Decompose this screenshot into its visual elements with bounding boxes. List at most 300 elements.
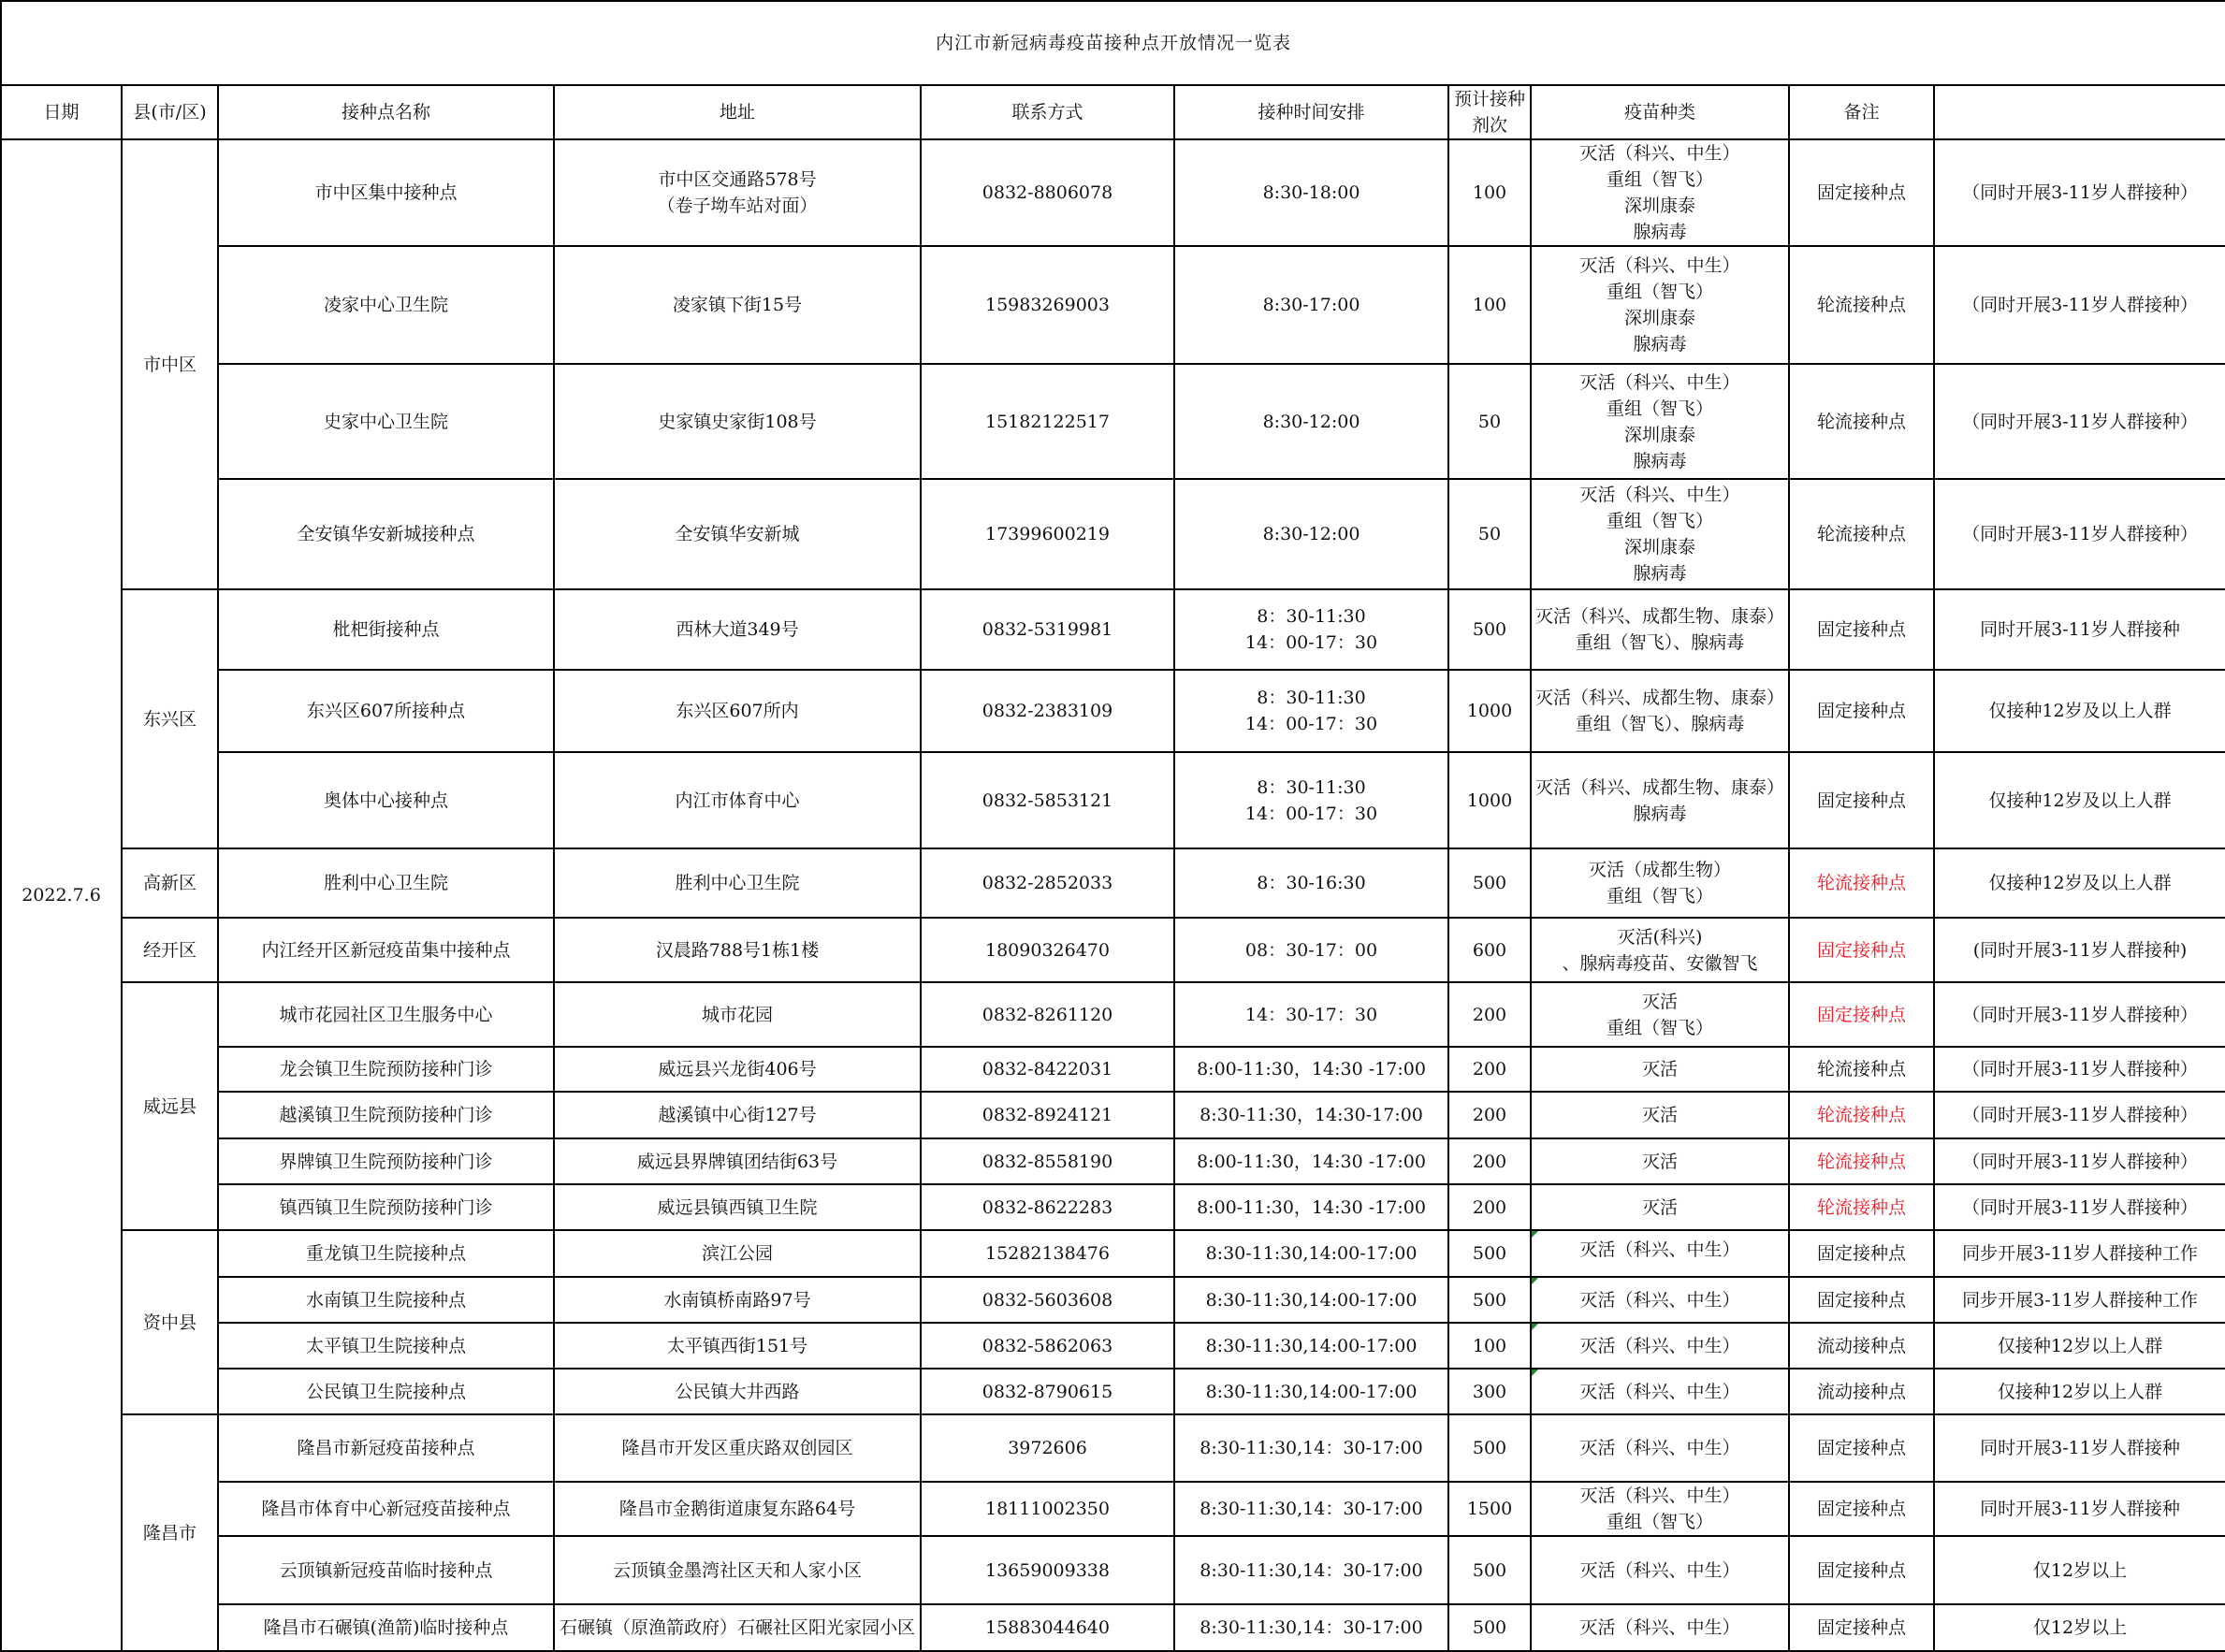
site-name-cell: 镇西镇卫生院预防接种门诊	[218, 1184, 554, 1230]
doses-cell: 1500	[1448, 1482, 1531, 1536]
address-cell	[554, 246, 921, 364]
county-cell: 市中区	[122, 139, 218, 589]
vaccine-cell	[1531, 1369, 1789, 1414]
cell-line: 8:30-12:00	[1262, 411, 1360, 432]
cell-line: 8：30-11:30	[1257, 606, 1366, 627]
contact-cell: 0832-5603608	[921, 1277, 1174, 1323]
cell-line: 14：00-17：30	[1244, 632, 1378, 653]
cell-line: 越溪镇中心街127号	[658, 1105, 817, 1125]
table-row	[1, 1138, 2225, 1184]
contact-cell: 0832-8924121	[921, 1092, 1174, 1138]
address-cell	[554, 670, 921, 752]
doses-cell: 1000	[1448, 752, 1531, 848]
vaccine-cell	[1531, 1047, 1789, 1092]
site-name-cell: 太平镇卫生院接种点	[218, 1323, 554, 1369]
cell-line: 全安镇华安新城	[675, 524, 800, 544]
site-type-cell: 轮流接种点	[1789, 848, 1934, 918]
table-row	[1, 479, 2225, 589]
site-name-cell: 全安镇华安新城接种点	[218, 479, 554, 589]
site-name-cell: 史家中心卫生院	[218, 364, 554, 479]
header-vaccine: 疫苗种类	[1531, 85, 1789, 139]
contact-cell: 15182122517	[921, 364, 1174, 479]
cell-line: 灭活（科兴、成都生物、康泰）	[1535, 606, 1785, 627]
remark-cell: 同步开展3-11岁人群接种工作	[1934, 1277, 2225, 1323]
remark-cell: 同时开展3-11岁人群接种	[1934, 1414, 2225, 1482]
cell-line: 重组（智飞）	[1606, 282, 1713, 302]
table-row	[1, 1536, 2225, 1604]
contact-cell: 15282138476	[921, 1230, 1174, 1277]
cell-line: 腺病毒	[1633, 450, 1687, 471]
remark-cell: （同时开展3-11岁人群接种）	[1934, 246, 2225, 364]
cell-line: 腺病毒	[1633, 803, 1687, 824]
vaccine-cell	[1531, 918, 1789, 982]
county-cell: 资中县	[122, 1230, 218, 1414]
cell-line: 腺病毒	[1633, 222, 1687, 242]
remark-cell: 仅接种12岁及以上人群	[1934, 752, 2225, 848]
schedule-cell	[1174, 848, 1448, 918]
site-type-cell: 流动接种点	[1789, 1323, 1934, 1369]
cell-line: 8:30-11:30,14：30-17:00	[1200, 1617, 1423, 1638]
site-type-cell: 轮流接种点	[1789, 1092, 1934, 1138]
cell-line: 灭活（科兴、中生）	[1579, 1438, 1740, 1458]
schedule-cell	[1174, 1092, 1448, 1138]
remark-cell: (同时开展3-11岁人群接种)	[1934, 918, 2225, 982]
address-cell	[554, 364, 921, 479]
vaccine-cell	[1531, 1604, 1789, 1651]
cell-line: 8：30-11:30	[1257, 688, 1366, 708]
cell-line: 08：30-17：00	[1244, 939, 1378, 961]
schedule-cell	[1174, 670, 1448, 752]
site-name-cell: 隆昌市石碾镇(渔箭)临时接种点	[218, 1604, 554, 1651]
address-cell	[554, 1536, 921, 1604]
doses-cell: 500	[1448, 1536, 1531, 1604]
header-date: 日期	[1, 85, 122, 139]
cell-line: 14：30-17：30	[1244, 1004, 1378, 1025]
schedule-cell	[1174, 1323, 1448, 1369]
schedule-cell	[1174, 752, 1448, 848]
vaccine-cell	[1531, 364, 1789, 479]
cell-line: 灭活（科兴、中生）	[1579, 1289, 1740, 1311]
cell-line: （卷子坳车站对面）	[657, 196, 818, 216]
vaccine-cell	[1531, 752, 1789, 848]
address-cell	[554, 752, 921, 848]
cell-line: 8:30-11:30,14:00-17:00	[1205, 1243, 1418, 1264]
cell-line: 灭活	[1641, 1196, 1678, 1218]
site-name-cell: 城市花园社区卫生服务中心	[218, 982, 554, 1047]
cell-line: 西林大道349号	[676, 619, 799, 640]
contact-cell: 15883044640	[921, 1604, 1174, 1651]
site-name-cell: 越溪镇卫生院预防接种门诊	[218, 1092, 554, 1138]
address-cell	[554, 1369, 921, 1414]
cell-line: 深圳康泰	[1623, 308, 1695, 328]
table-row	[1, 848, 2225, 918]
vaccine-cell	[1531, 1414, 1789, 1482]
table-row	[1, 1092, 2225, 1138]
site-name-cell: 胜利中心卫生院	[218, 848, 554, 918]
county-cell: 威远县	[122, 982, 218, 1230]
cell-line: 重组（智飞）	[1606, 398, 1713, 419]
vaccine-cell	[1531, 246, 1789, 364]
schedule-cell	[1174, 1369, 1448, 1414]
site-type-cell: 固定接种点	[1789, 1604, 1934, 1651]
cell-line: 灭活（科兴、中生）	[1579, 1335, 1740, 1356]
table-row	[1, 1047, 2225, 1092]
address-cell	[554, 1184, 921, 1230]
cell-line: 城市花园	[701, 1004, 773, 1025]
cell-line: 灭活（科兴、中生）	[1579, 485, 1740, 505]
cell-line: 重组（智飞）、腺病毒	[1575, 714, 1745, 734]
cell-line: 滨江公园	[701, 1243, 773, 1264]
address-cell	[554, 848, 921, 918]
cell-line: 灭活	[1641, 991, 1678, 1012]
site-name-cell: 市中区集中接种点	[218, 139, 554, 246]
site-type-cell: 固定接种点	[1789, 1536, 1934, 1604]
cell-line: 灭活（科兴、中生）	[1579, 1239, 1740, 1260]
schedule-cell	[1174, 1230, 1448, 1277]
remark-cell: （同时开展3-11岁人群接种）	[1934, 1047, 2225, 1092]
remark-cell: （同时开展3-11岁人群接种）	[1934, 1092, 2225, 1138]
doses-cell: 50	[1448, 364, 1531, 479]
schedule-cell	[1174, 139, 1448, 246]
cell-line: 内江市体育中心	[675, 790, 800, 811]
schedule-cell	[1174, 1414, 1448, 1482]
contact-cell: 0832-5319981	[921, 589, 1174, 670]
cell-line: 灭活	[1641, 1151, 1678, 1172]
cell-line: 重组（智飞）	[1606, 511, 1713, 531]
site-name-cell: 隆昌市体育中心新冠疫苗接种点	[218, 1482, 554, 1536]
cell-line: 威远县镇西镇卫生院	[657, 1196, 818, 1218]
schedule-cell	[1174, 1138, 1448, 1184]
remark-cell: 仅接种12岁以上人群	[1934, 1323, 2225, 1369]
address-cell	[554, 918, 921, 982]
header-extra	[1934, 85, 2225, 139]
address-cell	[554, 1414, 921, 1482]
cell-line: 灭活	[1641, 1059, 1678, 1080]
cell-line: 威远县界牌镇团结街63号	[636, 1151, 838, 1172]
table-row	[1, 589, 2225, 670]
table-row	[1, 1482, 2225, 1536]
cell-line: 灭活（科兴、中生）	[1579, 1617, 1740, 1638]
cell-line: 8:30-18:00	[1262, 182, 1360, 203]
site-type-cell: 轮流接种点	[1789, 246, 1934, 364]
doses-cell: 600	[1448, 918, 1531, 982]
table-row	[1, 982, 2225, 1047]
county-cell: 高新区	[122, 848, 218, 918]
doses-cell: 500	[1448, 1604, 1531, 1651]
cell-line: 腺病毒	[1633, 563, 1687, 584]
address-cell	[554, 479, 921, 589]
date-cell: 2022.7.6	[1, 139, 122, 1651]
cell-line: 灭活（科兴、成都生物、康泰）	[1535, 776, 1785, 798]
contact-cell: 18111002350	[921, 1482, 1174, 1536]
contact-cell: 0832-8790615	[921, 1369, 1174, 1414]
table-row	[1, 1369, 2225, 1414]
contact-cell: 0832-8558190	[921, 1138, 1174, 1184]
doses-cell: 200	[1448, 982, 1531, 1047]
contact-cell: 18090326470	[921, 918, 1174, 982]
cell-line: 8:30-11:30,14:00-17:00	[1205, 1381, 1418, 1402]
cell-line: 云顶镇金墨湾社区天和人家小区	[612, 1559, 862, 1581]
vaccine-cell	[1531, 1092, 1789, 1138]
county-cell: 经开区	[122, 918, 218, 982]
contact-cell: 0832-2383109	[921, 670, 1174, 752]
contact-cell: 17399600219	[921, 479, 1174, 589]
cell-line: 灭活（科兴、中生）	[1579, 143, 1740, 164]
doses-cell: 500	[1448, 589, 1531, 670]
remark-cell: 同步开展3-11岁人群接种工作	[1934, 1230, 2225, 1277]
site-name-cell: 界牌镇卫生院预防接种门诊	[218, 1138, 554, 1184]
address-cell	[554, 139, 921, 246]
vaccine-cell	[1531, 1184, 1789, 1230]
site-name-cell: 凌家中心卫生院	[218, 246, 554, 364]
cell-line: 8:00-11:30，14:30 -17:00	[1197, 1151, 1426, 1172]
table-row	[1, 1277, 2225, 1323]
page-title: 内江市新冠病毒疫苗接种点开放情况一览表	[1, 1, 2225, 85]
cell-line: 、腺病毒疫苗、安徽智飞	[1562, 952, 1758, 974]
site-name-cell: 水南镇卫生院接种点	[218, 1277, 554, 1323]
remark-cell: 仅接种12岁以上人群	[1934, 1369, 2225, 1414]
vaccine-cell	[1531, 1536, 1789, 1604]
site-type-cell: 流动接种点	[1789, 1369, 1934, 1414]
vaccine-cell	[1531, 1277, 1789, 1323]
site-type-cell: 固定接种点	[1789, 670, 1934, 752]
cell-line: 胜利中心卫生院	[675, 873, 800, 893]
table-row	[1, 1414, 2225, 1482]
cell-line: 灭活（科兴、中生）	[1579, 1485, 1740, 1506]
remark-cell: （同时开展3-11岁人群接种）	[1934, 139, 2225, 246]
site-name-cell: 隆昌市新冠疫苗接种点	[218, 1414, 554, 1482]
vaccine-cell	[1531, 982, 1789, 1047]
vaccine-cell	[1531, 1323, 1789, 1369]
cell-line: 8:30-12:00	[1262, 524, 1360, 544]
table-row	[1, 752, 2225, 848]
vaccine-cell	[1531, 1482, 1789, 1536]
site-type-cell: 固定接种点	[1789, 139, 1934, 246]
schedule-cell	[1174, 364, 1448, 479]
remark-cell: （同时开展3-11岁人群接种）	[1934, 982, 2225, 1047]
site-name-cell: 枇杷街接种点	[218, 589, 554, 670]
doses-cell: 1000	[1448, 670, 1531, 752]
site-type-cell: 固定接种点	[1789, 1414, 1934, 1482]
title-row	[1, 1, 2225, 85]
county-cell: 东兴区	[122, 589, 218, 848]
table-row	[1, 918, 2225, 982]
cell-line: 8:30-11:30,14:00-17:00	[1205, 1289, 1418, 1311]
site-name-cell: 重龙镇卫生院接种点	[218, 1230, 554, 1277]
cell-line: 8:30-11:30,14：30-17:00	[1200, 1438, 1423, 1458]
cell-line: 灭活（科兴、中生）	[1579, 1559, 1740, 1581]
schedule-cell	[1174, 918, 1448, 982]
vaccine-cell	[1531, 848, 1789, 918]
cell-line: 灭活(科兴)	[1617, 926, 1703, 948]
site-name-cell: 内江经开区新冠疫苗集中接种点	[218, 918, 554, 982]
cell-line: 8：30-16:30	[1257, 873, 1366, 893]
doses-cell: 200	[1448, 1138, 1531, 1184]
cell-line: 深圳康泰	[1623, 424, 1695, 445]
contact-cell: 0832-8261120	[921, 982, 1174, 1047]
cell-line: 8:30-11:30，14:30-17:00	[1200, 1105, 1423, 1125]
vaccine-cell	[1531, 479, 1789, 589]
site-name-cell: 公民镇卫生院接种点	[218, 1369, 554, 1414]
county-cell: 隆昌市	[122, 1414, 218, 1651]
cell-line: 石碾镇（原渔箭政府）石碾社区阳光家园小区	[559, 1617, 915, 1638]
site-type-cell: 固定接种点	[1789, 1277, 1934, 1323]
header-county: 县(市/区)	[122, 85, 218, 139]
table-row	[1, 670, 2225, 752]
site-type-cell: 固定接种点	[1789, 589, 1934, 670]
schedule-cell	[1174, 1184, 1448, 1230]
contact-cell: 0832-2852033	[921, 848, 1174, 918]
address-cell	[554, 589, 921, 670]
cell-line: 凌家镇下街15号	[672, 295, 803, 315]
header-contact: 联系方式	[921, 85, 1174, 139]
site-type-cell: 轮流接种点	[1789, 364, 1934, 479]
schedule-cell	[1174, 246, 1448, 364]
cell-line: 重组（智飞）	[1606, 1017, 1713, 1038]
schedule-cell	[1174, 982, 1448, 1047]
doses-cell: 200	[1448, 1092, 1531, 1138]
doses-cell: 100	[1448, 139, 1531, 246]
cell-line: 8:30-11:30,14：30-17:00	[1200, 1499, 1423, 1519]
site-type-cell: 固定接种点	[1789, 752, 1934, 848]
vaccine-cell	[1531, 589, 1789, 670]
cell-line: 重组（智飞）	[1606, 169, 1713, 190]
cell-line: 重组（智飞）、腺病毒	[1575, 632, 1745, 653]
cell-line: 灭活（科兴、中生）	[1579, 255, 1740, 276]
doses-cell: 500	[1448, 848, 1531, 918]
cell-line: 深圳康泰	[1623, 196, 1695, 216]
header-schedule: 接种时间安排	[1174, 85, 1448, 139]
vaccine-cell	[1531, 139, 1789, 246]
address-cell	[554, 1092, 921, 1138]
cell-line: 8:30-11:30,14：30-17:00	[1200, 1559, 1423, 1581]
site-name-cell: 云顶镇新冠疫苗临时接种点	[218, 1536, 554, 1604]
address-cell	[554, 1138, 921, 1184]
cell-line: 8:30-17:00	[1262, 295, 1360, 315]
site-type-cell: 固定接种点	[1789, 982, 1934, 1047]
cell-line: 深圳康泰	[1623, 537, 1695, 558]
remark-cell: （同时开展3-11岁人群接种）	[1934, 364, 2225, 479]
doses-cell: 200	[1448, 1047, 1531, 1092]
cell-line: 灭活（成都生物）	[1588, 860, 1731, 880]
header-note: 备注	[1789, 85, 1934, 139]
schedule-cell	[1174, 1604, 1448, 1651]
table-row	[1, 139, 2225, 246]
address-cell	[554, 1604, 921, 1651]
header-address: 地址	[554, 85, 921, 139]
cell-line: 公民镇大井西路	[675, 1381, 800, 1402]
schedule-cell	[1174, 589, 1448, 670]
schedule-cell	[1174, 1047, 1448, 1092]
address-cell	[554, 1230, 921, 1277]
cell-line: 东兴区607所内	[676, 701, 799, 721]
contact-cell: 0832-8622283	[921, 1184, 1174, 1230]
cell-line: 8:30-11:30,14:00-17:00	[1205, 1335, 1418, 1356]
cell-line: 重组（智飞）	[1606, 886, 1713, 906]
cell-line: 8：30-11:30	[1257, 776, 1366, 798]
site-type-cell: 轮流接种点	[1789, 1184, 1934, 1230]
vaccine-cell	[1531, 1138, 1789, 1184]
contact-cell: 0832-5862063	[921, 1323, 1174, 1369]
cell-line: 史家镇史家街108号	[658, 411, 817, 432]
site-type-cell: 固定接种点	[1789, 918, 1934, 982]
doses-cell: 50	[1448, 479, 1531, 589]
address-cell	[554, 1277, 921, 1323]
cell-line: 8:00-11:30，14:30 -17:00	[1197, 1059, 1426, 1080]
schedule-cell	[1174, 1482, 1448, 1536]
doses-cell: 500	[1448, 1230, 1531, 1277]
remark-cell: （同时开展3-11岁人群接种）	[1934, 1184, 2225, 1230]
cell-line: 腺病毒	[1633, 334, 1687, 355]
remark-cell: 同时开展3-11岁人群接种	[1934, 589, 2225, 670]
doses-cell: 500	[1448, 1277, 1531, 1323]
cell-line: 灭活（科兴、成都生物、康泰）	[1535, 688, 1785, 708]
table-row	[1, 246, 2225, 364]
table-row	[1, 1184, 2225, 1230]
remark-cell: 仅接种12岁及以上人群	[1934, 848, 2225, 918]
contact-cell: 15983269003	[921, 246, 1174, 364]
doses-cell: 100	[1448, 246, 1531, 364]
header-row	[1, 85, 2225, 139]
address-cell	[554, 1047, 921, 1092]
site-name-cell: 奥体中心接种点	[218, 752, 554, 848]
header-doses: 预计接种剂次	[1448, 85, 1531, 139]
contact-cell: 13659009338	[921, 1536, 1174, 1604]
cell-line: 市中区交通路578号	[658, 169, 817, 190]
remark-cell: 仅接种12岁及以上人群	[1934, 670, 2225, 752]
cell-line: 14：00-17：30	[1244, 714, 1378, 734]
cell-line: 灭活（科兴、中生）	[1579, 371, 1740, 393]
cell-line: 灭活（科兴、中生）	[1579, 1381, 1740, 1402]
schedule-cell	[1174, 479, 1448, 589]
site-name-cell: 龙会镇卫生院预防接种门诊	[218, 1047, 554, 1092]
site-type-cell: 轮流接种点	[1789, 1138, 1934, 1184]
cell-line: 隆昌市金鹅街道康复东路64号	[618, 1499, 856, 1519]
schedule-cell	[1174, 1536, 1448, 1604]
table-row	[1, 1323, 2225, 1369]
remark-cell: 仅12岁以上	[1934, 1536, 2225, 1604]
remark-cell: （同时开展3-11岁人群接种）	[1934, 1138, 2225, 1184]
remark-cell: 同时开展3-11岁人群接种	[1934, 1482, 2225, 1536]
site-type-cell: 固定接种点	[1789, 1230, 1934, 1277]
table-row	[1, 364, 2225, 479]
cell-line: 8:00-11:30，14:30 -17:00	[1197, 1196, 1426, 1218]
remark-cell: （同时开展3-11岁人群接种）	[1934, 479, 2225, 589]
site-type-cell: 固定接种点	[1789, 1482, 1934, 1536]
schedule-cell	[1174, 1277, 1448, 1323]
cell-line: 灭活	[1641, 1105, 1678, 1125]
site-name-cell: 东兴区607所接种点	[218, 670, 554, 752]
contact-cell: 0832-8422031	[921, 1047, 1174, 1092]
doses-cell: 200	[1448, 1184, 1531, 1230]
cell-line: 隆昌市开发区重庆路双创园区	[621, 1438, 853, 1458]
cell-line: 水南镇桥南路97号	[663, 1289, 811, 1311]
cell-line: 太平镇西街151号	[666, 1335, 808, 1356]
doses-cell: 100	[1448, 1323, 1531, 1369]
doses-cell: 500	[1448, 1414, 1531, 1482]
address-cell	[554, 982, 921, 1047]
table-row	[1, 1230, 2225, 1277]
vaccine-cell	[1531, 1230, 1789, 1277]
remark-cell: 仅12岁以上	[1934, 1604, 2225, 1651]
cell-line: 威远县兴龙街406号	[658, 1059, 817, 1080]
cell-line: 汉晨路788号1栋1楼	[655, 939, 820, 961]
vaccine-cell	[1531, 670, 1789, 752]
cell-line: 重组（智飞）	[1606, 1512, 1713, 1532]
table-row	[1, 1604, 2225, 1651]
site-type-cell: 轮流接种点	[1789, 479, 1934, 589]
site-type-cell: 轮流接种点	[1789, 1047, 1934, 1092]
